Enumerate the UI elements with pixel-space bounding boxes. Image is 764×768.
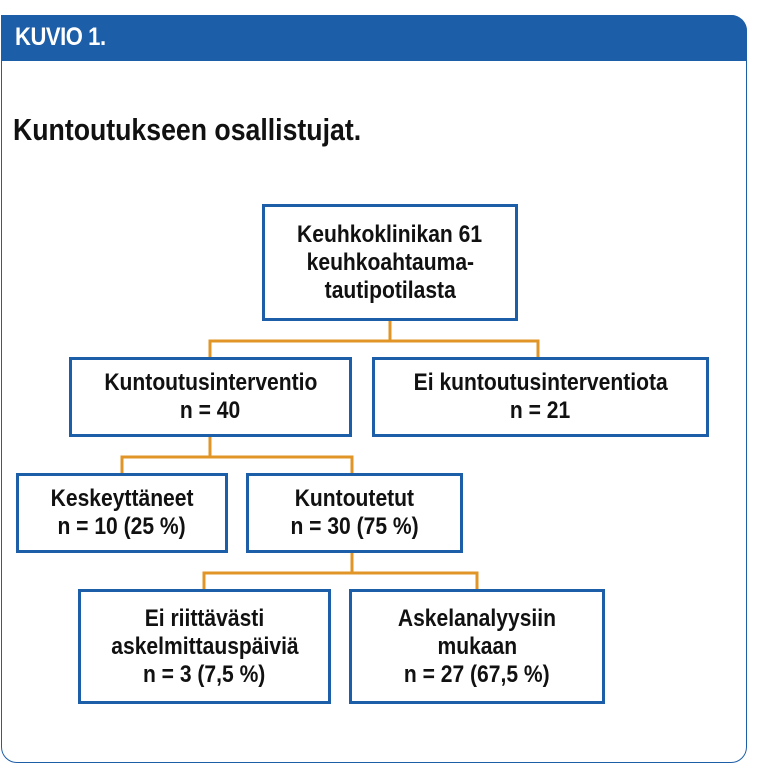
figure-title: Kuntoutukseen osallistujat. <box>13 112 362 147</box>
node-analysed-line-2: mukaan <box>437 632 517 660</box>
node-insufficient-line-1: Ei riittävästi <box>144 604 265 632</box>
node-no-intervention-line-1: Ei kuntoutusinterventiota <box>413 369 668 396</box>
node-no-intervention-line-2: n = 21 <box>510 397 571 424</box>
connector-intervention-to-level2 <box>122 437 352 473</box>
node-dropped-line-2: n = 10 (25 %) <box>57 513 187 540</box>
node-insufficient-line-3: n = 3 (7,5 %) <box>143 660 266 688</box>
node-analysed-line-1: Askelanalyysiin <box>397 604 557 632</box>
node-rehabilitated <box>246 473 463 553</box>
node-no-intervention <box>372 357 709 437</box>
node-intervention-line-1: Kuntoutusinterventio <box>103 369 318 396</box>
node-analysed-line-3: n = 27 (67,5 %) <box>404 660 550 688</box>
connector-root-to-level1 <box>210 321 538 357</box>
node-rehabilitated-line-1: Kuntoutetut <box>294 485 415 512</box>
figure-label: KUVIO 1. <box>15 23 106 51</box>
node-insufficient <box>78 589 331 704</box>
node-dropped-line-1: Keskeyttäneet <box>50 485 194 512</box>
node-root-line-3: tautipotilasta <box>324 276 456 304</box>
node-root <box>262 204 518 321</box>
node-dropped <box>16 473 228 553</box>
node-root-line-1: Keuhkoklinikan 61 <box>297 220 483 248</box>
node-intervention <box>69 357 352 437</box>
node-analysed <box>349 589 605 704</box>
node-rehabilitated-line-2: n = 30 (75 %) <box>290 513 419 540</box>
node-root-line-2: keuhkoahtauma- <box>306 248 474 276</box>
connector-rehabilitated-to-level3 <box>204 553 477 589</box>
node-intervention-line-2: n = 40 <box>180 397 241 424</box>
node-insufficient-line-2: askelmittauspäiviä <box>110 632 299 660</box>
